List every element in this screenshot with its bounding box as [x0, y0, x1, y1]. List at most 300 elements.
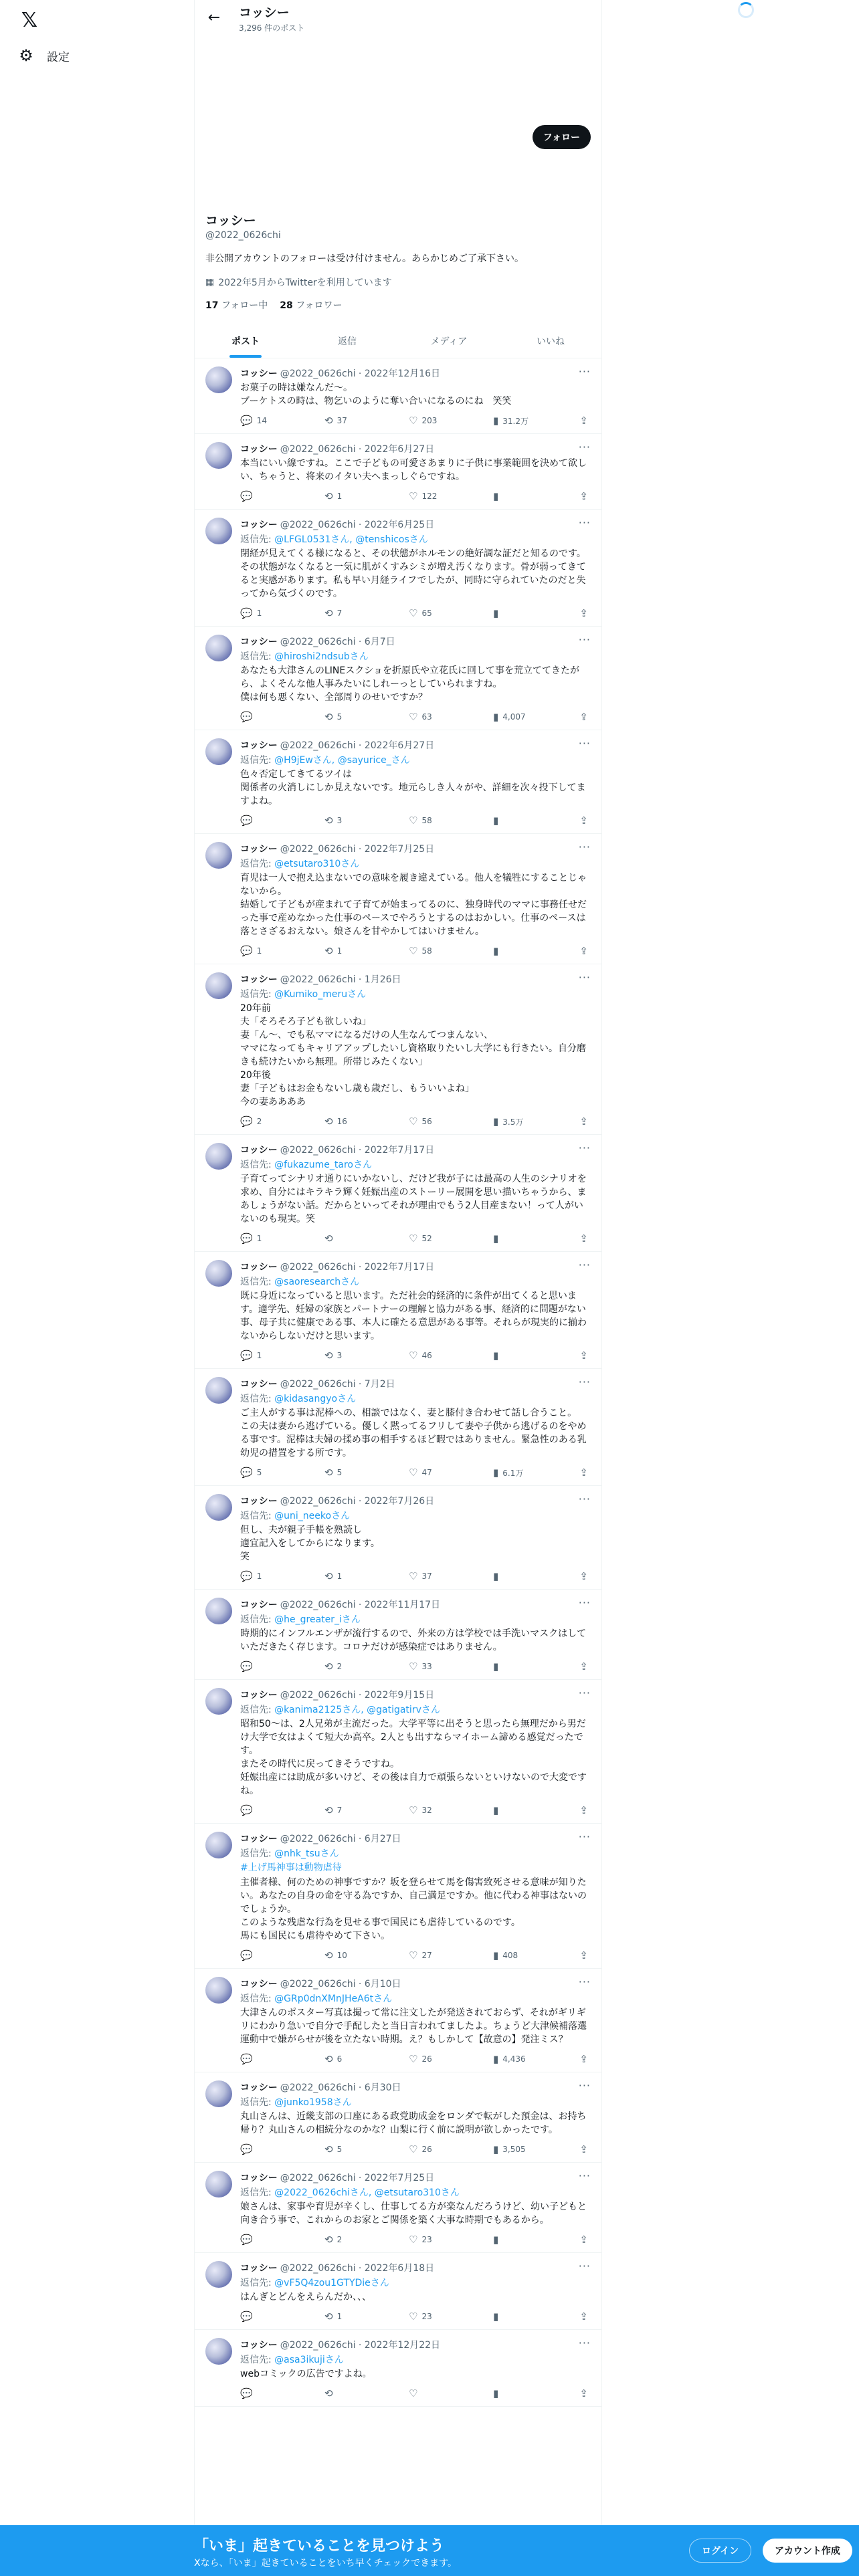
profile-bio: 非公開アカウントのフォローは受け付けません。あらかじめご了承下さい。	[205, 253, 524, 264]
share-icon: ⇪	[579, 490, 588, 502]
views-icon: ▮	[493, 2053, 499, 2065]
avatar[interactable]	[205, 635, 232, 661]
tweet-author-name[interactable]: コッシー	[240, 1262, 278, 1273]
like-action[interactable]	[409, 711, 456, 723]
views-action[interactable]	[493, 1467, 540, 1479]
views-action[interactable]	[493, 1660, 540, 1673]
reply-context	[240, 753, 591, 766]
views-icon: ▮	[493, 1350, 499, 1362]
more-options-icon[interactable]: ···	[578, 365, 591, 378]
more-options-icon[interactable]: ···	[578, 441, 591, 453]
reply-prefix: 返信先:	[240, 1614, 275, 1625]
like-action[interactable]	[409, 2387, 456, 2399]
like-action[interactable]	[409, 607, 456, 619]
share-action[interactable]	[577, 1115, 588, 1128]
share-icon: ⇪	[579, 815, 588, 827]
like-action[interactable]	[409, 1660, 456, 1673]
retweet-action[interactable]	[324, 815, 371, 827]
reply-to-link[interactable]: @saoresearchさん	[274, 1277, 360, 1287]
nav-settings[interactable]	[17, 47, 70, 64]
tweet-body	[240, 1832, 591, 1961]
views-action[interactable]	[493, 1949, 540, 1961]
profile-handle: @2022_0626chi	[205, 230, 281, 241]
reply-icon: 💬	[240, 1350, 253, 1362]
reply-icon: 💬	[240, 607, 253, 619]
like-icon: ♡	[409, 1570, 418, 1582]
tweet[interactable]	[195, 1252, 601, 1369]
retweet-icon: ⟲	[324, 1115, 333, 1128]
tweet-handle-date[interactable]: @2022_0626chi · 2022年6月27日	[280, 444, 435, 455]
retweet-action[interactable]	[324, 711, 371, 723]
tweet-author-name[interactable]: コッシー	[240, 368, 278, 379]
hashtag-link[interactable]: #上げ馬神事は動物虐待	[240, 1862, 342, 1873]
reply-icon: 💬	[240, 1804, 253, 1816]
reply-action[interactable]	[240, 2311, 287, 2323]
like-action[interactable]	[409, 1949, 456, 1961]
tab-media[interactable]: メディア	[430, 336, 468, 347]
like-action[interactable]	[409, 2234, 456, 2246]
more-options-icon[interactable]: ···	[578, 1830, 591, 1843]
like-count: 56	[421, 1117, 432, 1126]
like-action[interactable]	[409, 1570, 456, 1582]
avatar[interactable]	[205, 972, 232, 999]
reply-action[interactable]	[240, 711, 287, 723]
views-action[interactable]	[493, 1350, 540, 1362]
retweet-action[interactable]	[324, 607, 371, 619]
more-options-icon[interactable]: ···	[578, 737, 591, 750]
tab-posts[interactable]: ポスト	[195, 324, 296, 358]
tweet-header	[240, 2338, 591, 2351]
retweet-action[interactable]	[324, 1467, 371, 1479]
tweet-author-name[interactable]: コッシー	[240, 2340, 278, 2351]
tweet-author-name[interactable]: コッシー	[240, 1979, 278, 1990]
more-options-icon[interactable]: ···	[578, 2337, 591, 2349]
share-action[interactable]	[577, 1232, 588, 1245]
reply-to-link[interactable]: @kanima2125さん, @gatigatirvさん	[274, 1705, 440, 1715]
more-options-icon[interactable]: ···	[578, 1975, 591, 1988]
like-icon: ♡	[409, 711, 418, 723]
more-options-icon[interactable]: ···	[578, 1142, 591, 1154]
avatar[interactable]	[205, 1688, 232, 1715]
avatar[interactable]	[205, 2080, 232, 2107]
retweet-action[interactable]	[324, 1660, 371, 1673]
reply-action[interactable]	[240, 1350, 287, 1362]
tweet-header	[240, 1377, 591, 1390]
tweet[interactable]	[195, 2330, 601, 2407]
avatar[interactable]	[205, 1832, 232, 1858]
follow-button[interactable]: フォロー	[533, 125, 591, 149]
tab-likes[interactable]: いいね	[537, 336, 565, 347]
like-action[interactable]	[409, 815, 456, 827]
avatar[interactable]	[205, 738, 232, 765]
tweet-header	[240, 518, 591, 531]
reply-to-link[interactable]: @vF5Q4zou1GTYDieさん	[274, 2278, 389, 2288]
reply-action[interactable]	[240, 1467, 287, 1479]
reply-icon: 💬	[240, 711, 253, 723]
views-action[interactable]	[493, 2143, 540, 2155]
reply-count: 1	[256, 1234, 262, 1243]
like-action[interactable]	[409, 1115, 456, 1128]
reply-context	[240, 1275, 591, 1288]
retweet-action[interactable]	[324, 945, 371, 957]
tweet-handle-date[interactable]: @2022_0626chi · 6月7日	[280, 637, 395, 647]
tweet[interactable]	[195, 964, 601, 1135]
tweet-handle-date[interactable]: @2022_0626chi · 2022年7月25日	[280, 2173, 435, 2183]
share-action[interactable]	[577, 607, 588, 619]
retweet-count: 16	[337, 1117, 347, 1126]
reply-to-link[interactable]: @Kumiko_meruさん	[274, 989, 367, 1000]
tweet-actions	[240, 490, 591, 502]
tweet[interactable]	[195, 2072, 601, 2163]
avatar[interactable]	[205, 1143, 232, 1170]
tweet[interactable]	[195, 834, 601, 964]
more-options-icon[interactable]: ···	[578, 1259, 591, 1271]
views-icon: ▮	[493, 2387, 499, 2399]
share-action[interactable]	[577, 1350, 588, 1362]
retweet-action[interactable]	[324, 2143, 371, 2155]
reply-to-link[interactable]: @uni_neekoさん	[274, 1511, 351, 1521]
more-options-icon[interactable]: ···	[578, 516, 591, 529]
top-bar	[195, 0, 601, 35]
retweet-action[interactable]	[324, 1115, 371, 1128]
avatar[interactable]	[205, 442, 232, 469]
reply-action[interactable]	[240, 607, 287, 619]
more-options-icon[interactable]: ···	[578, 971, 591, 984]
views-icon: ▮	[493, 607, 499, 619]
tweet[interactable]	[195, 1135, 601, 1252]
like-action[interactable]	[409, 945, 456, 957]
views-icon: ▮	[493, 945, 499, 957]
views-icon: ▮	[493, 711, 499, 723]
tweet-handle-date[interactable]: @2022_0626chi · 2022年7月17日	[280, 1262, 435, 1273]
share-action[interactable]	[577, 2053, 588, 2065]
avatar[interactable]	[205, 518, 232, 544]
reply-to-link[interactable]: @junko1958さん	[274, 2097, 352, 2108]
share-icon: ⇪	[579, 2387, 588, 2399]
views-action[interactable]	[493, 490, 540, 502]
tweet-header	[240, 1832, 591, 1845]
reply-to-link[interactable]: @nhk_tsuさん	[274, 1848, 339, 1859]
share-action[interactable]	[577, 1804, 588, 1816]
tweet[interactable]	[195, 1486, 601, 1590]
reply-action[interactable]	[240, 1115, 287, 1128]
reply-action[interactable]	[240, 945, 287, 957]
tweet-handle-date[interactable]: @2022_0626chi · 2022年7月17日	[280, 1145, 435, 1156]
share-action[interactable]	[577, 1467, 588, 1479]
tweet[interactable]	[195, 1590, 601, 1680]
like-count: 26	[421, 2054, 432, 2064]
share-action[interactable]	[577, 2234, 588, 2246]
tweet-body	[240, 442, 591, 502]
tweet-handle-date[interactable]: @2022_0626chi · 2022年6月25日	[280, 520, 435, 530]
share-action[interactable]	[577, 945, 588, 957]
tweet-header	[240, 1598, 591, 1611]
reply-prefix: 返信先:	[240, 1705, 275, 1715]
reply-icon: 💬	[240, 415, 253, 427]
more-options-icon[interactable]: ···	[578, 841, 591, 853]
like-count: 63	[421, 712, 432, 722]
reply-action[interactable]	[240, 1232, 287, 1245]
followers-link[interactable]	[280, 298, 342, 312]
tweet[interactable]	[195, 1369, 601, 1486]
tweet-author-name[interactable]: コッシー	[240, 2082, 278, 2093]
like-action[interactable]	[409, 2311, 456, 2323]
tweet-author-name[interactable]: コッシー	[240, 444, 278, 455]
like-action[interactable]	[409, 2143, 456, 2155]
views-icon: ▮	[493, 2311, 499, 2323]
reply-to-link[interactable]: @hiroshi2ndsubさん	[274, 651, 369, 662]
retweet-action[interactable]	[324, 1232, 371, 1245]
more-options-icon[interactable]: ···	[578, 2079, 591, 2092]
reply-to-link[interactable]: @H9jEwさん, @sayurice_さん	[274, 755, 410, 766]
retweet-action[interactable]	[324, 2234, 371, 2246]
views-action[interactable]	[493, 1570, 540, 1582]
tweet-handle-date[interactable]: @2022_0626chi · 2022年7月25日	[280, 844, 435, 855]
views-icon: ▮	[493, 1804, 499, 1816]
reply-action[interactable]	[240, 2387, 287, 2399]
avatar[interactable]	[205, 2171, 232, 2197]
reply-action[interactable]	[240, 1804, 287, 1816]
reply-action[interactable]	[240, 2234, 287, 2246]
tweet-handle-date[interactable]: @2022_0626chi · 2022年6月27日	[280, 740, 435, 751]
retweet-icon: ⟲	[324, 1350, 333, 1362]
retweet-action[interactable]	[324, 1570, 371, 1582]
reply-to-link[interactable]: @LFGL0531さん, @tenshicosさん	[274, 534, 428, 545]
tweet[interactable]	[195, 2163, 601, 2253]
reply-to-link[interactable]: @GRp0dnXMnJHeA6tさん	[274, 1994, 393, 2004]
like-icon: ♡	[409, 2143, 418, 2155]
reply-icon: 💬	[240, 2143, 253, 2155]
tweet-author-name[interactable]: コッシー	[240, 1600, 278, 1610]
more-options-icon[interactable]: ···	[578, 1687, 591, 1699]
views-action[interactable]	[493, 1115, 540, 1128]
reply-count: 1	[256, 1572, 262, 1581]
more-options-icon[interactable]: ···	[578, 1376, 591, 1388]
views-action[interactable]	[493, 945, 540, 957]
views-action[interactable]	[493, 2234, 540, 2246]
more-options-icon[interactable]: ···	[578, 1493, 591, 1505]
more-options-icon[interactable]: ···	[578, 2169, 591, 2182]
like-action[interactable]	[409, 490, 456, 502]
reply-action[interactable]	[240, 1949, 287, 1961]
reply-action[interactable]	[240, 815, 287, 827]
avatar[interactable]	[205, 1494, 232, 1521]
views-action[interactable]	[493, 1232, 540, 1245]
share-action[interactable]	[577, 2311, 588, 2323]
retweet-icon: ⟲	[324, 711, 333, 723]
avatar[interactable]	[205, 1260, 232, 1287]
tweet-author-name[interactable]: コッシー	[240, 1145, 278, 1156]
like-action[interactable]	[409, 415, 456, 427]
share-action[interactable]	[577, 1949, 588, 1961]
avatar[interactable]	[205, 366, 232, 393]
tweet-author-name[interactable]: コッシー	[240, 520, 278, 530]
tweet-author-name[interactable]: コッシー	[240, 1834, 278, 1844]
reply-action[interactable]	[240, 1660, 287, 1673]
reply-to-link[interactable]: @etsutaro310さん	[274, 859, 360, 869]
tweet-handle-date[interactable]: @2022_0626chi · 6月30日	[280, 2082, 401, 2093]
tweet[interactable]	[195, 627, 601, 730]
views-action[interactable]	[493, 607, 540, 619]
back-arrow-icon[interactable]: ←	[207, 9, 221, 26]
tweet[interactable]	[195, 434, 601, 510]
views-action[interactable]	[493, 1804, 540, 1816]
tweet-author-name[interactable]: コッシー	[240, 844, 278, 855]
tweet-handle-date[interactable]: @2022_0626chi · 2022年7月26日	[280, 1496, 435, 1507]
reply-prefix: 返信先:	[240, 989, 275, 1000]
reply-action[interactable]	[240, 415, 287, 427]
tweet[interactable]	[195, 358, 601, 434]
tweet-header	[240, 842, 591, 855]
tweet-handle-date[interactable]: @2022_0626chi · 2022年9月15日	[280, 1690, 435, 1701]
like-action[interactable]	[409, 2053, 456, 2065]
views-action[interactable]	[493, 2387, 540, 2399]
avatar[interactable]	[205, 2338, 232, 2365]
more-options-icon[interactable]: ···	[578, 1596, 591, 1609]
share-action[interactable]	[577, 1570, 588, 1582]
tweet-author-name[interactable]: コッシー	[240, 974, 278, 985]
retweet-count: 2	[337, 1662, 343, 1671]
retweet-action[interactable]	[324, 1804, 371, 1816]
tweet-author-name[interactable]: コッシー	[240, 740, 278, 751]
more-options-icon[interactable]: ···	[578, 2260, 591, 2272]
reply-to-link[interactable]: @2022_0626chiさん, @etsutaro310さん	[274, 2187, 460, 2198]
views-action[interactable]	[493, 815, 540, 827]
like-action[interactable]	[409, 1350, 456, 1362]
reply-icon: 💬	[240, 1570, 253, 1582]
calendar-icon: ▦	[205, 277, 215, 288]
tweet[interactable]	[195, 2253, 601, 2330]
avatar[interactable]	[205, 1977, 232, 2004]
tweet-header	[240, 738, 591, 752]
views-action[interactable]	[493, 415, 540, 427]
tweet-text: 色々否定してきてるツイは 関係者の火消しにしか見えないです。地元らしき人々がや、詳細を次々投下してますよね。	[240, 769, 586, 807]
tweet[interactable]	[195, 730, 601, 834]
views-icon: ▮	[493, 1467, 499, 1479]
avatar[interactable]	[205, 1598, 232, 1624]
tweet[interactable]	[195, 1824, 601, 1969]
share-action[interactable]	[577, 490, 588, 502]
tweet-body	[240, 2080, 591, 2155]
reply-context	[240, 1703, 591, 1716]
avatar[interactable]	[205, 1377, 232, 1404]
tweet-text: webコミックの広告ですよね。	[240, 2369, 372, 2379]
avatar[interactable]	[205, 842, 232, 869]
avatar[interactable]	[205, 2261, 232, 2288]
tweet[interactable]	[195, 510, 601, 627]
like-icon: ♡	[409, 1232, 418, 1245]
reply-to-link[interactable]: @kidasangyoさん	[274, 1394, 357, 1404]
tweet-body	[240, 1494, 591, 1582]
tweet-author-name[interactable]: コッシー	[240, 2173, 278, 2183]
share-action[interactable]	[577, 2387, 588, 2399]
tweet-handle-date[interactable]: @2022_0626chi · 1月26日	[280, 974, 401, 985]
tweet-handle-date[interactable]: @2022_0626chi · 6月10日	[280, 1979, 401, 1990]
reply-icon: 💬	[240, 2053, 253, 2065]
like-action[interactable]	[409, 1804, 456, 1816]
like-count: 46	[421, 1351, 432, 1360]
retweet-icon: ⟲	[324, 2311, 333, 2323]
tweet-handle-date[interactable]: @2022_0626chi · 6月27日	[280, 1834, 401, 1844]
signup-button[interactable]: アカウント作成	[763, 2539, 852, 2563]
views-action[interactable]	[493, 2311, 540, 2323]
views-icon: ▮	[493, 2234, 499, 2246]
share-action[interactable]	[577, 815, 588, 827]
tweet-header	[240, 972, 591, 986]
tab-replies[interactable]: 返信	[338, 336, 357, 347]
reply-to-link[interactable]: @asa3ikujiさん	[274, 2355, 344, 2365]
tweet-author-name[interactable]: コッシー	[240, 1690, 278, 1701]
retweet-count: 5	[337, 712, 343, 722]
tweet-author-name[interactable]: コッシー	[240, 1379, 278, 1390]
tweet-text: 丸山さんは、近畿支部の口座にある政党助成金をロンダで転がした預金は、お持ち帰り？丸山さんの相続分なのかな？山梨に行く前に説明が欲しかったです。	[240, 2111, 587, 2135]
like-icon: ♡	[409, 1804, 418, 1816]
like-action[interactable]	[409, 1232, 456, 1245]
tweet-handle-date[interactable]: @2022_0626chi · 2022年12月22日	[280, 2340, 441, 2351]
tweet-handle-date[interactable]: @2022_0626chi · 2022年6月18日	[280, 2263, 435, 2274]
tweet-author-name[interactable]: コッシー	[240, 1496, 278, 1507]
reply-action[interactable]	[240, 1570, 287, 1582]
share-action[interactable]	[577, 2143, 588, 2155]
reply-to-link[interactable]: @fukazume_taroさん	[274, 1160, 372, 1170]
tweet-text: 主催者様、何のための神事ですか？坂を登らせて馬を傷害致死させる意味が知りたい。あなたの自身の命を守る為ですか、自己満足ですか。他に代わる神事はないのでしょうか。 このような残虐な行為を見せる事で国民にも虐待しているのです。 馬にも国民にも虐待やめて下さい。	[240, 1877, 587, 1941]
retweet-count: 7	[337, 1806, 343, 1815]
tweet-handle-date[interactable]: @2022_0626chi · 2022年11月17日	[280, 1600, 441, 1610]
tweet-actions	[240, 945, 591, 957]
reply-action[interactable]	[240, 2143, 287, 2155]
tweet[interactable]	[195, 1969, 601, 2072]
tweet-handle-date[interactable]: @2022_0626chi · 7月2日	[280, 1379, 395, 1390]
share-icon: ⇪	[579, 415, 588, 427]
tweet-author-name[interactable]: コッシー	[240, 2263, 278, 2274]
views-action[interactable]	[493, 2053, 540, 2065]
tweet[interactable]	[195, 1680, 601, 1824]
views-action[interactable]	[493, 711, 540, 723]
tweet-text: あなたも大津さんのLINEスクショを折原氏や立花氏に回して事を荒立ててきたがら、よくそんな他人事みたいにしれーっとしていられますね。 僕は何も悪くない、全部周りのせいですか？	[240, 665, 579, 703]
retweet-action[interactable]	[324, 490, 371, 502]
reply-to-link[interactable]: @he_greater_iさん	[274, 1614, 361, 1625]
login-button[interactable]: ログイン	[689, 2539, 751, 2563]
retweet-action[interactable]	[324, 1949, 371, 1961]
tweet-text: ご主人がする事は泥棒への、相談ではなく、妻と膝付き合わせて話し合うこと。 この夫は妻から逃げている。優しく黙ってるフリして妻や子供から逃げるのをやめる事です。泥棒は夫婦の揉め事の相手するほど暇ではありません。緊急性のある乳幼児の措置をする所です。	[240, 1408, 587, 1459]
following-link[interactable]	[205, 298, 268, 312]
retweet-action[interactable]	[324, 2053, 371, 2065]
reply-prefix: 返信先:	[240, 755, 275, 766]
share-icon: ⇪	[579, 607, 588, 619]
tweet-author-name[interactable]: コッシー	[240, 637, 278, 647]
retweet-action[interactable]	[324, 415, 371, 427]
followers-label: フォロワー	[296, 300, 343, 311]
tweet-handle-date[interactable]: @2022_0626chi · 2022年12月16日	[280, 368, 441, 379]
tweet-body	[240, 1977, 591, 2065]
share-action[interactable]	[577, 1660, 588, 1673]
retweet-action[interactable]	[324, 2387, 371, 2399]
x-logo-icon[interactable]: 𝕏	[21, 8, 38, 32]
reply-action[interactable]	[240, 490, 287, 502]
retweet-action[interactable]	[324, 2311, 371, 2323]
reply-prefix: 返信先:	[240, 1160, 275, 1170]
share-action[interactable]	[577, 711, 588, 723]
tweet-text: 既に身近になっていると思います。ただ社会的経済的に条件が出てくると思います。適学先、妊婦の家族とパートナーの理解と協力がある事、経済的に問題がない事、母子共に健康である事、本人に確たる意思がある事等。それらが現実的に揃わないからしないだけと思います。	[240, 1291, 587, 1341]
reply-action[interactable]	[240, 2053, 287, 2065]
share-action[interactable]	[577, 415, 588, 427]
share-icon: ⇪	[579, 1115, 588, 1128]
retweet-icon: ⟲	[324, 1804, 333, 1816]
share-icon: ⇪	[579, 1467, 588, 1479]
more-options-icon[interactable]: ···	[578, 633, 591, 646]
like-action[interactable]	[409, 1467, 456, 1479]
retweet-action[interactable]	[324, 1350, 371, 1362]
